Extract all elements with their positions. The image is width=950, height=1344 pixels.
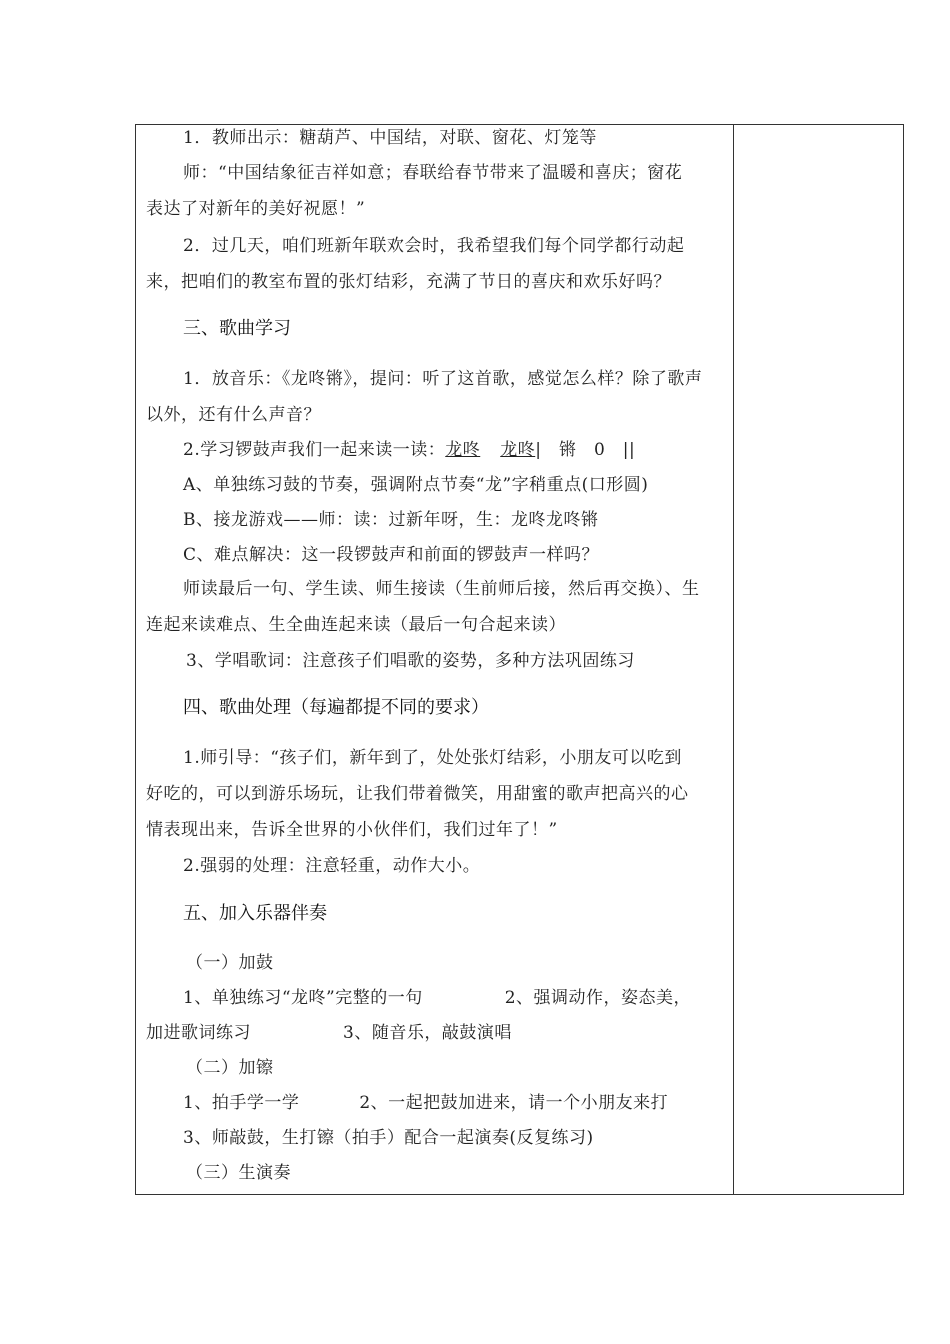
- text-segment: 1、单独练习“龙咚”完整的一句: [183, 988, 423, 1008]
- text-line: 来，把咱们的教室布置的张灯结彩，充满了节日的喜庆和欢乐好吗？: [146, 272, 671, 292]
- text-line: 好吃的，可以到游乐场玩，让我们带着微笑，用甜蜜的歌声把高兴的心: [146, 784, 689, 804]
- rhythm-intro: 2.学习锣鼓声我们一起来读一读：: [183, 440, 446, 460]
- text-line: [183, 987, 691, 1009]
- text-line: 连起来读难点、生全曲连起来读（最后一句合起来读）: [146, 615, 566, 635]
- lesson-table: [135, 124, 904, 1195]
- section-heading: 四、歌曲处理（每遍都提不同的要求）: [183, 697, 489, 718]
- text-segment: 2、一起把鼓加进来，请一个小朋友来打: [359, 1093, 669, 1113]
- text-line: B、接龙游戏——师：读：过新年呀，生：龙咚龙咚锵: [183, 510, 599, 530]
- text-segment: 3、随音乐，敲鼓演唱: [343, 1023, 512, 1043]
- text-line: A、单独练习鼓的节奏，强调附点节奏“龙”字稍重点(口形圆): [183, 475, 649, 495]
- rhythm-beat: 龙咚: [500, 440, 536, 460]
- section-heading: 三、歌曲学习: [183, 318, 291, 339]
- text-line: 2.强弱的处理：注意轻重，动作大小。: [183, 856, 481, 876]
- text-line: [183, 1092, 668, 1114]
- text-line: （三）生演奏: [186, 1163, 291, 1183]
- text-line: 1．教师出示：糖葫芦、中国结，对联、窗花、灯笼等: [183, 128, 597, 148]
- text-line: （二）加镲: [186, 1058, 274, 1078]
- text-segment: 2、强调动作，姿态美，: [504, 988, 692, 1008]
- text-line: 1.师引导：“孩子们，新年到了，处处张灯结彩，小朋友可以吃到: [183, 748, 682, 768]
- text-line: （一）加鼓: [186, 953, 274, 973]
- text-line: 3、学唱歌词：注意孩子们唱歌的姿势，多种方法巩固练习: [186, 651, 635, 671]
- text-segment: 加进歌词练习: [146, 1023, 251, 1043]
- text-line: 2．过几天，咱们班新年联欢会时，我希望我们每个同学都行动起: [183, 236, 685, 256]
- text-line: 师：“中国结象征吉祥如意；春联给春节带来了温暖和喜庆；窗花: [183, 163, 683, 183]
- text-line: 1．放音乐：《龙咚锵》，提问：听了这首歌，感觉怎么样？除了歌声: [183, 369, 703, 389]
- text-line: 师读最后一句、学生读、师生接读（生前师后接，然后再交换）、生: [183, 579, 700, 599]
- lesson-content-cell: [136, 125, 733, 1194]
- rhythm-end: | 锵 0 ||: [535, 440, 636, 460]
- text-line: C、难点解决：这一段锣鼓声和前面的锣鼓声一样吗？: [183, 545, 600, 565]
- notes-cell: [734, 125, 903, 1194]
- text-segment: 1、拍手学一学: [183, 1093, 300, 1113]
- rhythm-line: [183, 439, 635, 461]
- text-line: 以外，还有什么声音？: [146, 405, 321, 425]
- text-line: [146, 1022, 512, 1044]
- text-line: 表达了对新年的美好祝愿！”: [146, 199, 366, 219]
- text-line: 情表现出来，告诉全世界的小伙伴们，我们过年了！”: [146, 820, 558, 840]
- rhythm-beat: 龙咚: [445, 440, 481, 460]
- text-line: 3、师敲鼓，生打镲（拍手）配合一起演奏(反复练习): [183, 1128, 594, 1148]
- section-heading: 五、加入乐器伴奏: [183, 903, 327, 924]
